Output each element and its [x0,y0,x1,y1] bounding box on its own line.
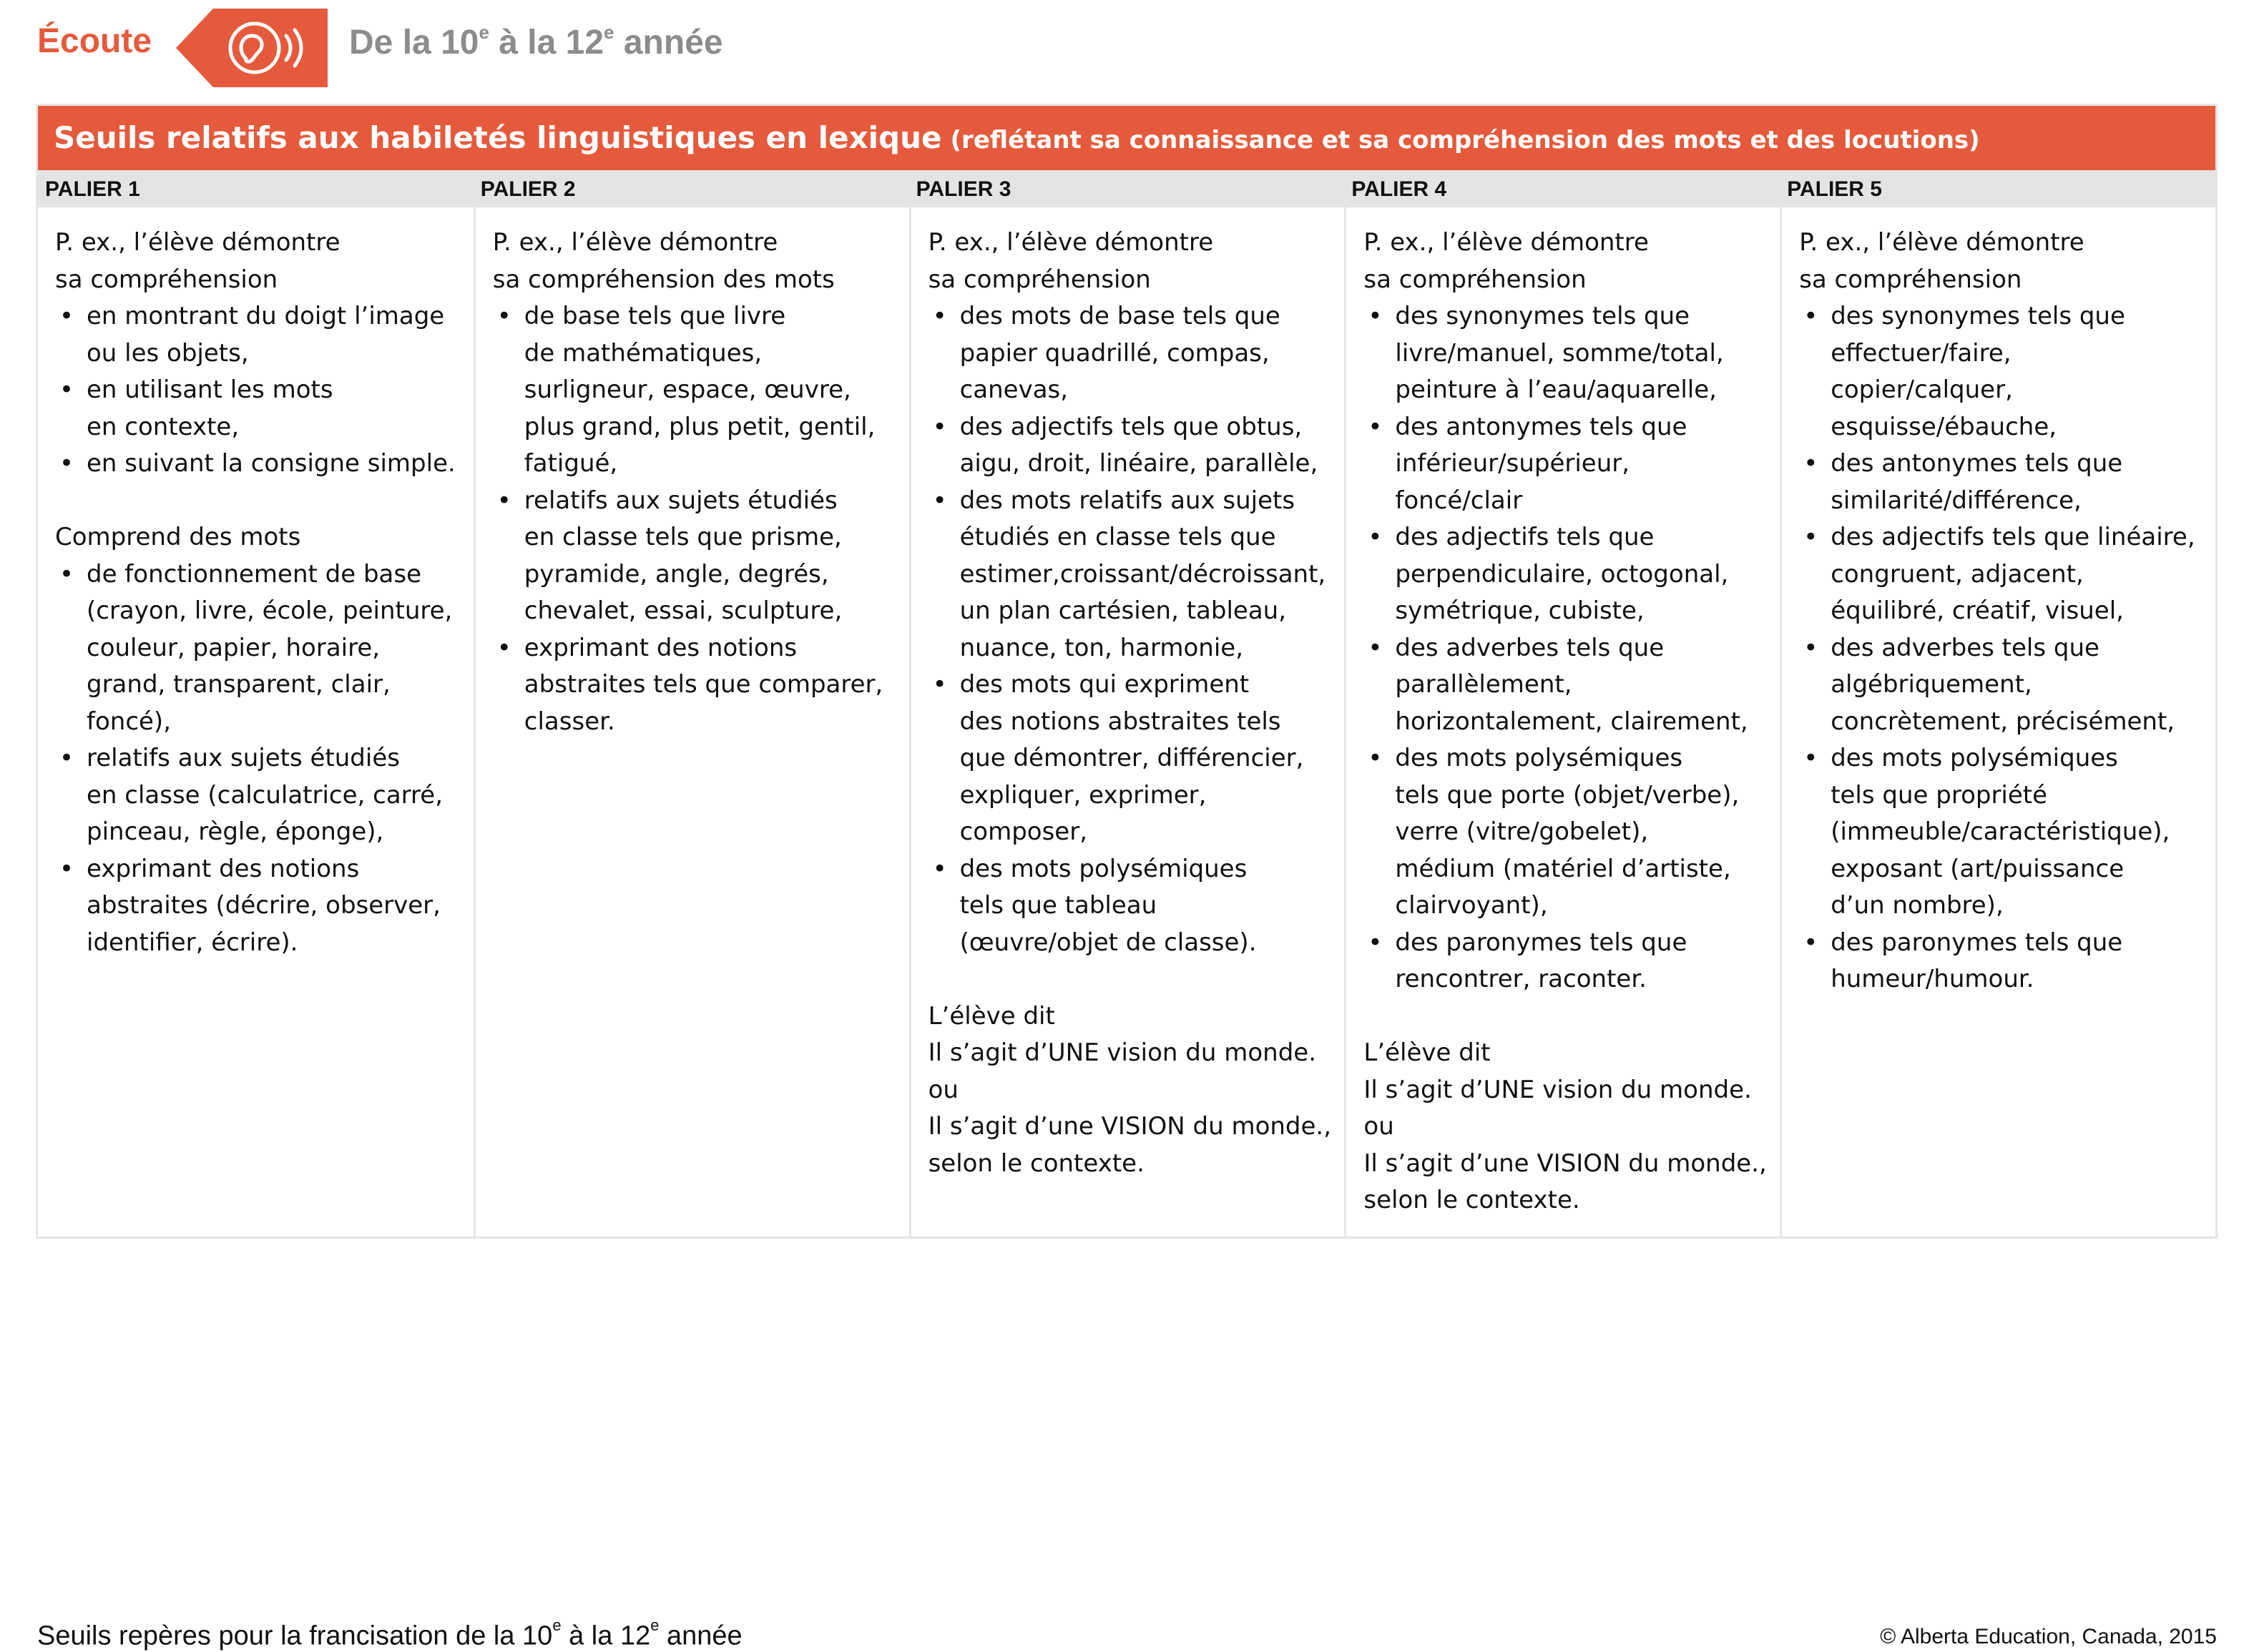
text-line: verre (vitre/gobelet), [1395,817,1649,846]
bullet-item: • des mots qui expriment [928,667,1338,704]
text-line: (immeuble/caractéristique), [1831,817,2170,846]
footer-document-title: Seuils repères pour la francisation de la 10e à la 12e année [37,1616,743,1651]
level-columns [38,207,2215,1236]
text-line: L’élève dit [1363,1038,1491,1067]
text-line: surligneur, espace, œuvre, [524,375,851,404]
bullet-item: • exprimant des notions [55,851,466,888]
text-line: grand, transparent, clair, [87,670,391,699]
text-line: foncé), [87,707,172,736]
level-column-2 [474,207,909,1236]
text-line: nuance, ton, harmonie, [959,633,1244,662]
text-line: plus grand, plus petit, gentil, [524,412,876,441]
text-line: de mathématiques, [524,338,763,368]
bullet-item: • relatifs aux sujets étudiés [55,740,466,777]
thresholds-table [36,104,2218,1239]
text-line: symétrique, cubiste, [1395,596,1645,625]
text-line: copier/calquer, [1831,375,2013,404]
text-line: Il s’agit d’une VISION du monde., [928,1112,1332,1141]
text-line: foncé/clair [1395,486,1523,515]
text-line: algébriquement, [1831,670,2032,699]
text-line: couleur, papier, horaire, [87,633,381,662]
spacer [1363,998,1773,1036]
text-line: ou [1363,1112,1394,1141]
text-line: canevas, [959,375,1069,404]
section-title: Écoute [37,22,152,60]
text-line: parallèlement, [1395,670,1572,699]
text-line: tels que tableau [959,891,1157,920]
text-line: sa compréhension [1363,265,1587,294]
text-line: en classe (calculatrice, carré, [87,780,444,810]
text-line: selon le contexte. [1363,1186,1580,1214]
text-line: classer. [524,707,615,736]
text-line: clairvoyant), [1395,891,1548,920]
text-line: concrètement, précisément, [1831,707,2175,736]
text-line: abstraites (décrire, observer, [87,891,441,920]
bullet-item: • des mots relatifs aux sujets [928,483,1338,520]
text-line: ou [928,1075,959,1104]
text-line: esquisse/ébauche, [1831,412,2057,441]
bullet-item: • des synonymes tels que [1363,298,1773,335]
text-line: étudiés en classe tels que [959,523,1276,551]
bullet-item: • de fonctionnement de base [55,556,466,594]
text-line: P. ex., l’élève démontre [1363,228,1649,257]
text-line: livre/manuel, somme/total, [1395,338,1724,368]
bullet-item: • des adjectifs tels que obtus, [928,409,1338,446]
level-column-5 [1780,207,2215,1236]
text-line: rencontrer, raconter. [1395,965,1647,993]
text-line: sa compréhension [1799,265,2022,294]
bullet-item: • de base tels que livre [493,298,902,335]
text-line: estimer,croissant/décroissant, [959,559,1326,589]
text-line: pinceau, règle, éponge), [87,817,384,846]
text-line: congruent, adjacent, [1831,559,2084,589]
text-line: Il s’agit d’UNE vision du monde. [1363,1075,1752,1104]
text-line: selon le contexte. [928,1149,1145,1178]
text-line: pyramide, angle, degrés, [524,559,829,589]
text-line: sa compréhension [928,265,1151,294]
text-line: d’un nombre), [1831,891,2004,920]
text-line: chevalet, essai, sculpture, [524,596,843,625]
text-line: Il s’agit d’une VISION du monde., [1363,1149,1767,1178]
bullet-item: • des paronymes tels que [1799,925,2208,962]
text-line: L’élève dit [928,1001,1055,1031]
text-line: Comprend des mots [55,523,301,551]
text-line: papier quadrillé, compas, [959,338,1270,368]
text-line: tels que porte (objet/verbe), [1395,780,1740,810]
bullet-item: • des mots polysémiques [1799,740,2208,777]
text-line: aigu, droit, linéaire, parallèle, [959,449,1318,478]
table-subtitle: (reflétant sa connaissance et sa compréhension des mots et des locutions) [950,126,1980,154]
bullet-item: • exprimant des notions [493,630,902,667]
text-line: (crayon, livre, école, peinture, [87,596,453,625]
text-line: (œuvre/objet de classe). [959,928,1257,957]
text-line: identifier, écrire). [87,928,298,957]
text-line: inférieur/supérieur, [1395,449,1630,478]
bullet-item: • des adverbes tels que [1799,630,2208,667]
bullet-item: • en suivant la consigne simple. [55,446,466,483]
text-line: similarité/différence, [1831,486,2082,515]
bullet-item: • des mots polysémiques [1363,740,1773,777]
level-column-1 [38,207,474,1236]
text-line: peinture à l’eau/aquarelle, [1395,375,1717,404]
text-line: ou les objets, [87,338,249,368]
level-header-4: PALIER 4 [1351,177,1447,201]
text-line: équilibré, créatif, visuel, [1831,596,2124,625]
text-line: horizontalement, clairement, [1395,707,1748,736]
grade-range: De la 10e à la 12e année [349,21,723,62]
ear-sound-icon [176,9,328,87]
text-line: effectuer/faire, [1831,338,2012,368]
page-header [0,0,2254,100]
text-line: des notions abstraites tels [959,707,1281,736]
level-header-3: PALIER 3 [916,177,1011,201]
text-line: humeur/humour. [1831,965,2034,993]
text-line: en classe tels que prisme, [524,523,842,551]
text-line: P. ex., l’élève démontre [1799,228,2084,257]
level-header-2: PALIER 2 [480,177,576,201]
level-header-5: PALIER 5 [1787,177,1882,201]
text-line: P. ex., l’élève démontre [492,228,778,257]
bullet-item: • des antonymes tels que [1363,409,1773,446]
bullet-item: • des antonymes tels que [1799,446,2208,483]
bullet-item: • des paronymes tels que [1363,925,1773,962]
bullet-item: • des adjectifs tels que [1363,519,1773,556]
level-header-1: PALIER 1 [45,177,140,201]
text-line: P. ex., l’élève démontre [55,228,340,257]
text-line: sa compréhension des mots [492,265,835,294]
spacer [55,483,466,520]
text-line: composer, [959,817,1088,846]
bullet-item: • en montrant du doigt l’image [55,298,466,335]
bullet-item: • des mots de base tels que [928,298,1338,335]
text-line: tels que propriété [1831,780,2048,810]
bullet-item: • des adverbes tels que [1363,630,1773,667]
table-title: Seuils relatifs aux habiletés linguistiques en lexique [54,120,942,155]
footer-copyright: © Alberta Education, Canada, 2015 [1880,1625,2217,1648]
text-line: abstraites tels que comparer, [524,670,883,699]
bullet-item: • relatifs aux sujets étudiés [493,483,902,520]
text-line: un plan cartésien, tableau, [959,596,1287,625]
level-header-row [38,170,2215,207]
text-line: expliquer, exprimer, [959,780,1207,810]
text-line: exposant (art/puissance [1831,854,2125,883]
text-line: médium (matériel d’artiste, [1395,854,1731,883]
text-line: que démontrer, différencier, [959,744,1304,772]
bullet-item: • des synonymes tels que [1799,298,2208,335]
text-line: sa compréhension [55,265,278,294]
text-line: fatigué, [524,449,618,478]
text-line: P. ex., l’élève démontre [928,228,1214,257]
bullet-item: • des adjectifs tels que linéaire, [1799,519,2208,556]
text-line: Il s’agit d’UNE vision du monde. [928,1038,1316,1067]
bullet-item: • en utilisant les mots [55,372,466,409]
spacer [928,961,1338,998]
level-column-4 [1344,207,1780,1236]
table-title-bar [38,106,2215,170]
bullet-item: • des mots polysémiques [928,851,1338,888]
text-line: en contexte, [87,412,240,441]
text-line: perpendiculaire, octogonal, [1395,559,1729,589]
level-column-3 [909,207,1345,1236]
